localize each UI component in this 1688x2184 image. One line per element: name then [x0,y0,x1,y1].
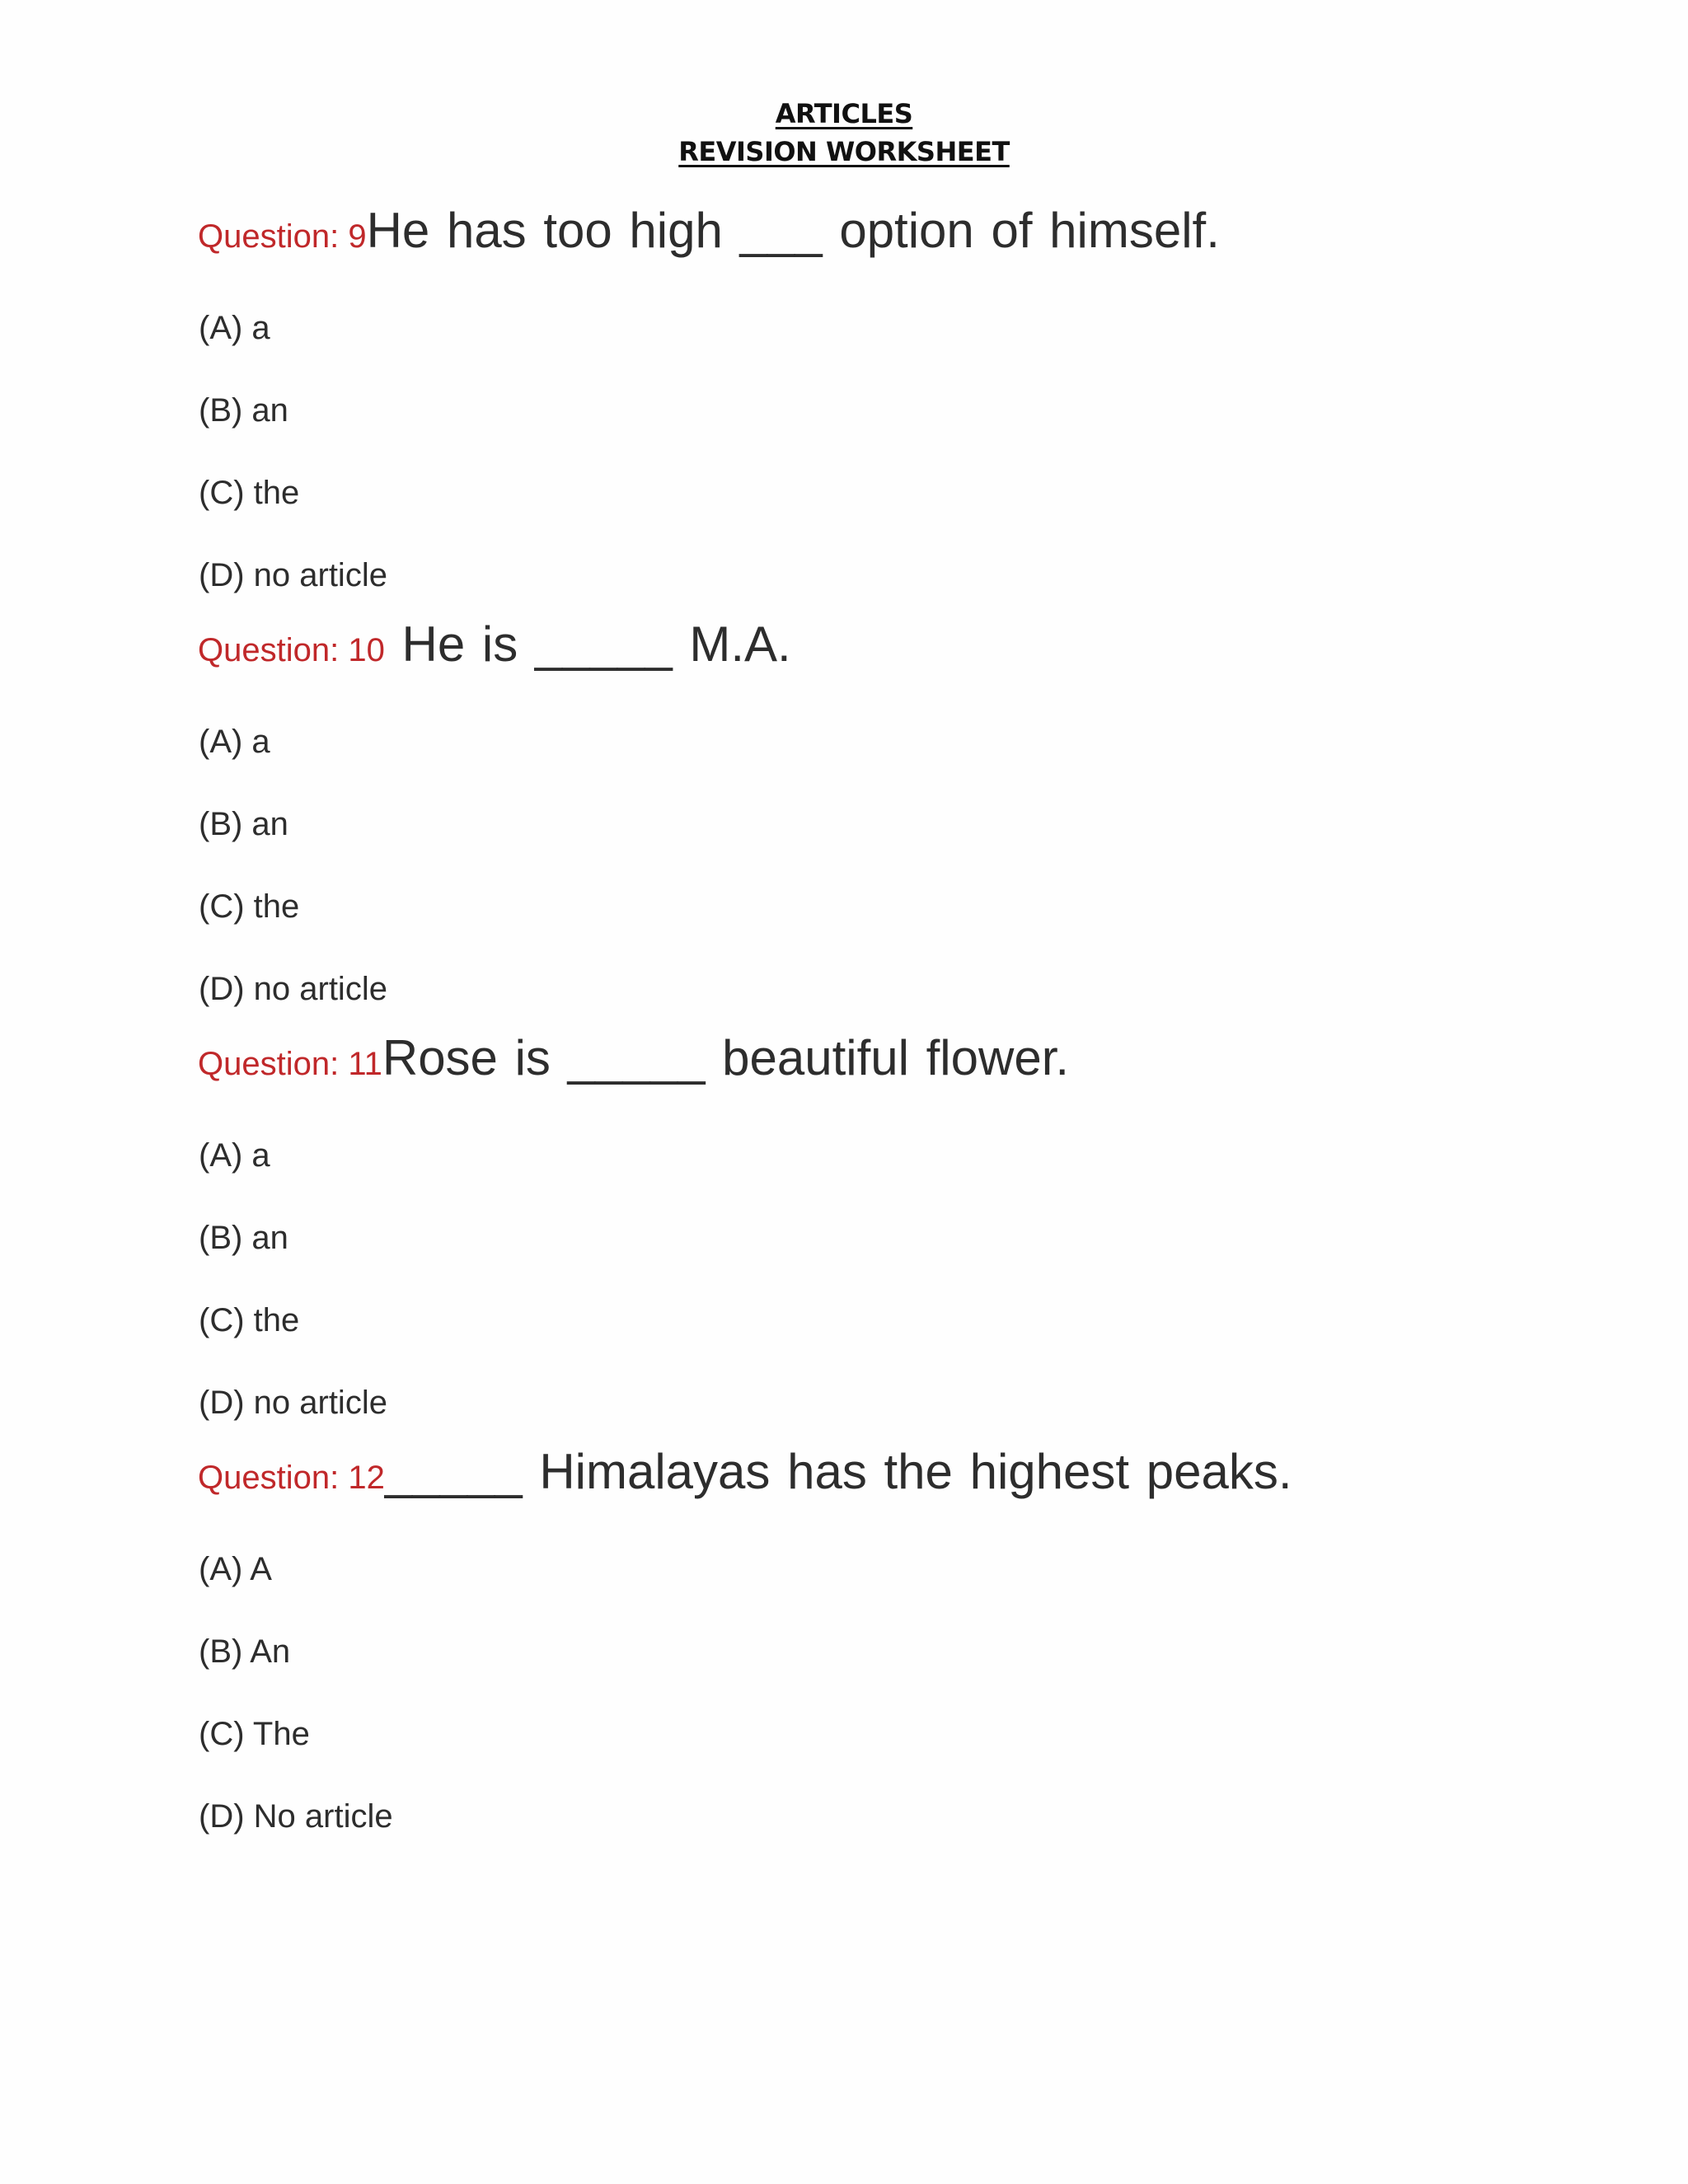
worksheet-title-text: ARTICLES [775,98,913,129]
option-d: (D) no article [199,557,387,593]
option-d: (D) No article [199,1798,393,1835]
option-b: (B) an [199,392,288,429]
option-c: (C) the [199,475,300,511]
option-c: (C) the [199,888,300,925]
worksheet-title [0,98,1688,129]
option-c: (C) The [199,1716,310,1752]
question-text: He is _____ M.A. [384,616,791,672]
question-label: Question: 12 [198,1460,385,1496]
option-b: (B) an [199,1220,288,1256]
question-label: Question: 10 [198,632,385,668]
question-12 [198,1444,1292,1499]
option-d: (D) no article [199,971,387,1007]
question-text: He has too high ___ option of himself. [366,203,1220,258]
question-label: Question: 11 [198,1046,382,1082]
question-text: _____ Himalayas has the highest peaks. [384,1444,1292,1499]
option-a: (A) a [199,310,270,346]
worksheet-subtitle-text: REVISION WORKSHEET [678,136,1010,167]
worksheet-subtitle [0,138,1688,165]
question-label: Question: 9 [198,218,367,255]
option-a: (A) A [199,1551,272,1587]
option-a: (A) a [199,724,270,760]
question-10 [198,616,791,672]
question-9 [198,203,1220,258]
option-d: (D) no article [199,1385,387,1421]
option-b: (B) an [199,806,288,842]
option-b: (B) An [199,1633,291,1670]
question-text: Rose is _____ beautiful flower. [382,1030,1070,1085]
option-c: (C) the [199,1302,300,1338]
question-11 [198,1030,1070,1085]
option-a: (A) a [199,1137,270,1174]
